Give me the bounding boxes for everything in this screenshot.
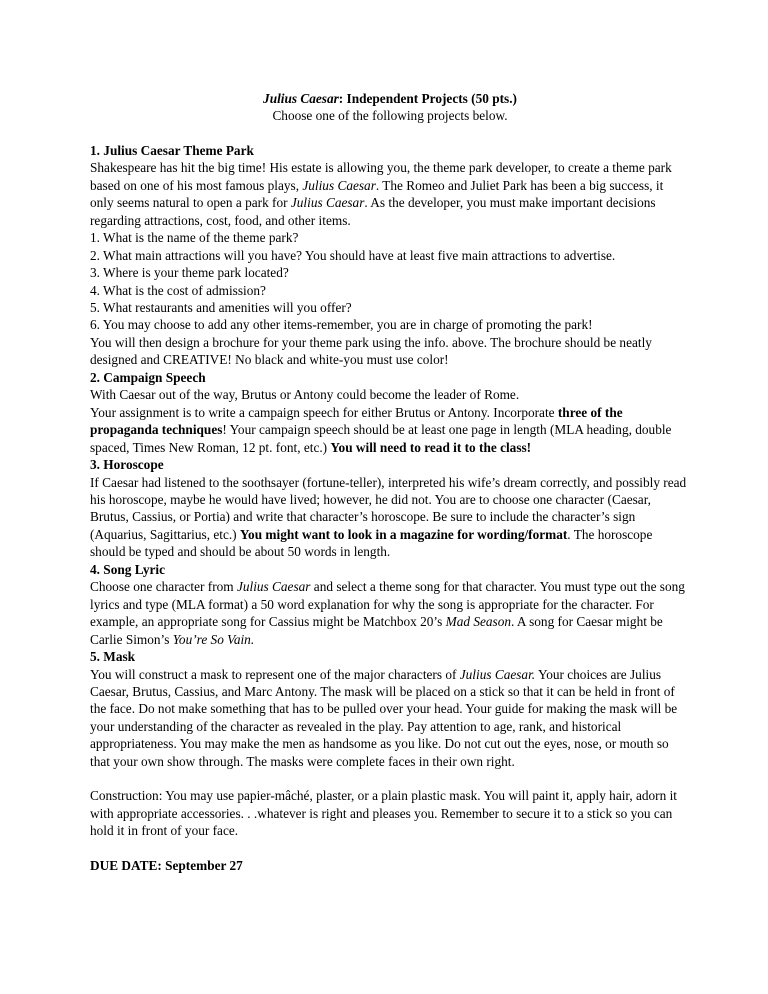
section-horoscope-body: If Caesar had listened to the soothsayer (fortune-teller), interpreted his wife’s dream correctly, and possibly read his horoscope, maybe he would have lived; however, he did not. You are to choose one character (Caesar, Brutus, Cassius, or Portia) and write that character’s horoscope. Be sure to include the character’s sign (Aquarius, Sagittarius, etc.) You might want to look in a magazine for wording/format. The horoscope should be typed and should be about 50 words in length.	[90, 474, 687, 560]
section-campaign-speech-body: Your assignment is to write a campaign speech for either Brutus or Antony. Incorporate three of the propaganda techniques! Your campaign speech should be at least one page in length (MLA heading, double spaced, Times New Roman, 12 pt. font, etc.) You will need to read it to the class!	[90, 404, 672, 455]
theme-park-question: 5. What restaurants and amenities will you offer?	[90, 299, 352, 315]
section-campaign-speech-line: With Caesar out of the way, Brutus or Antony could become the leader of Rome.	[90, 387, 520, 403]
document-subtitle: Choose one of the following projects below.	[272, 108, 508, 124]
section-mask-body: You will construct a mask to represent one of the major characters of Julius Caesar. Your choices are Julius Caesar, Brutus, Cassius, and Marc Antony. The mask will be placed on a stick so that it can be held in front of the face. Do not make something that has to be pulled over your head. Your guide for making the mask will be your understanding of the character as revealed in the play. Pay attention to age, rank, and historical appropriateness. You may make the men as handsome as you like. Do not cut out the eyes, nose, or mouth so that your own show through. The masks were complete faces in their own right.	[90, 666, 678, 769]
section-song-lyric-body: Choose one character from Julius Caesar and select a theme song for that character. You must type out the song lyrics and type (MLA format) a 50 word explanation for why the song is appropriate for the character. For example, an appropriate song for Cassius might be Matchbox 20’s Mad Season. A song for Caesar might be Carlie Simon’s You’re So Vain.	[90, 579, 685, 647]
theme-park-question: 2. What main attractions will you have? You should have at least five main attractions to advertise.	[90, 247, 616, 263]
section-heading-mask: 5. Mask	[90, 649, 136, 665]
section-heading-campaign-speech: 2. Campaign Speech	[90, 369, 206, 385]
section-heading-song-lyric: 4. Song Lyric	[90, 561, 165, 577]
theme-park-question: 1. What is the name of the theme park?	[90, 230, 299, 246]
section-theme-park-closing: You will then design a brochure for your theme park using the info. above. The brochure should be neatly designed and CREATIVE! No black and white-you must use color!	[90, 334, 652, 368]
theme-park-question: 4. What is the cost of admission?	[90, 282, 266, 298]
theme-park-question: 6. You may choose to add any other items-remember, you are in charge of promoting the park!	[90, 317, 593, 333]
document-page	[90, 90, 690, 874]
section-mask-construction: Construction: You may use papier-mâché, plaster, or a plain plastic mask. You will paint it, apply hair, adorn it with appropriate accessories. . .whatever is right and pleases you. Remember to secure it to a stick so you can hold it in front of your face.	[90, 788, 677, 839]
due-date: DUE DATE: September 27	[90, 857, 243, 873]
title-text: : Independent Projects (50 pts.)	[338, 91, 517, 106]
spacer	[90, 840, 690, 857]
section-heading-horoscope: 3. Horoscope	[90, 457, 164, 473]
section-theme-park-intro: Shakespeare has hit the big time! His estate is allowing you, the theme park developer, to create a theme park based on one of his most famous plays, Julius Caesar. The Romeo and Juliet Park has been a big success, it only seems natural to open a park for Julius Caesar. As the developer, you must make important decisions regarding attractions, cost, food, and other items.	[90, 160, 672, 228]
title-play-name: Julius Caesar	[263, 91, 339, 106]
spacer	[90, 125, 690, 142]
section-heading-theme-park: 1. Julius Caesar Theme Park	[90, 142, 254, 158]
theme-park-question: 3. Where is your theme park located?	[90, 265, 289, 281]
spacer	[90, 770, 690, 787]
document-title	[90, 90, 690, 107]
